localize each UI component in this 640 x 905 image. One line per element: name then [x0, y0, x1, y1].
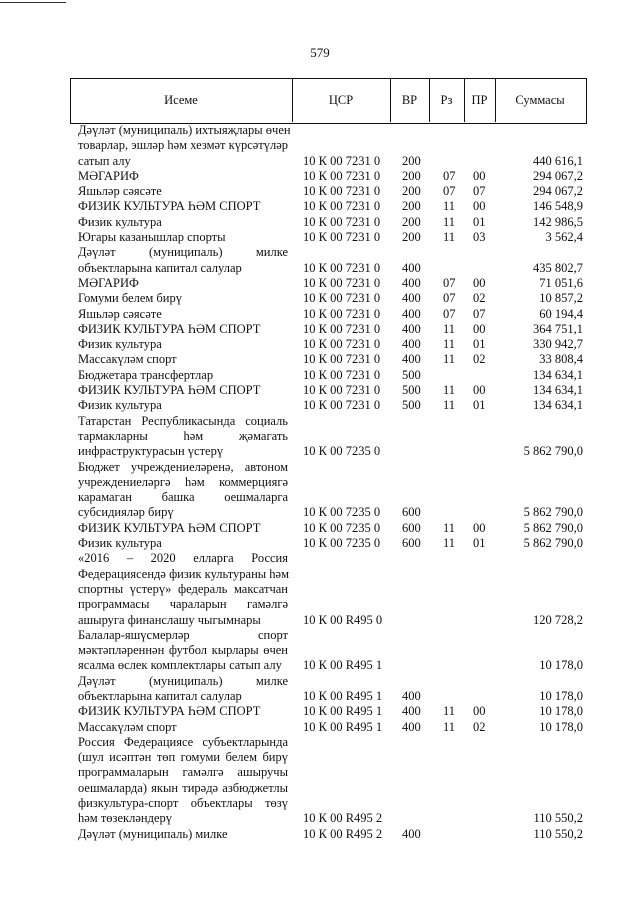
header-name: Исеме: [164, 93, 198, 107]
row-name: [0, 199, 288, 214]
row-name-line: Яшьләр сәясәте: [78, 306, 162, 321]
row-name: [0, 398, 288, 413]
row-rz: 11: [443, 214, 456, 229]
row-name-line: Бюджет учреждениеләренә, автоном: [78, 459, 288, 474]
row-pr: 02: [473, 352, 486, 367]
row-name-line: МӘГАРИФ: [78, 275, 139, 290]
row-csr: 10 К 00 7231 0: [303, 352, 381, 367]
row-csr: 10 К 00 7231 0: [303, 184, 381, 199]
header-sum: Суммасы: [515, 93, 565, 107]
row-name: [0, 215, 288, 230]
row-sum: 5 862 790,0: [523, 444, 583, 459]
table-row: [0, 245, 640, 276]
row-name-line: сатып алу: [78, 153, 131, 168]
row-sum: 134 634,1: [533, 383, 583, 398]
row-csr: 10 К 00 7231 0: [303, 337, 381, 352]
table-row: [0, 337, 640, 352]
row-vr: 400: [402, 826, 421, 841]
row-rz: 11: [443, 398, 456, 413]
row-vr: 400: [402, 337, 421, 352]
row-vr: 400: [402, 321, 421, 336]
row-name: [0, 291, 288, 306]
row-vr: 200: [402, 199, 421, 214]
table-row: [0, 521, 640, 536]
row-name-line: программаларын гамәлгә ашыручы: [78, 765, 288, 780]
row-name: [0, 276, 288, 291]
table-row: [0, 352, 640, 367]
table-row: [0, 199, 640, 214]
row-rz: 11: [443, 704, 456, 719]
row-csr: 10 К 00 7231 0: [303, 153, 381, 168]
table-row: [0, 720, 640, 735]
table-row: [0, 276, 640, 291]
row-name-line: Федерациясендә физик культураны һәм: [78, 566, 290, 581]
row-name-line: ФИЗИК КУЛЬТУРА ҺӘМ СПОРТ: [78, 321, 261, 336]
row-name-line: Балалар-яшүсмерләр спорт: [78, 627, 288, 642]
row-vr: 600: [402, 536, 421, 551]
row-rz: 11: [443, 719, 456, 734]
row-sum: 10 178,0: [539, 719, 583, 734]
row-name-line: учреждениеләргә һәм коммерциягә: [78, 474, 288, 489]
row-name-line: Югары казанышлар спорты: [78, 230, 226, 245]
row-pr: 01: [473, 214, 486, 229]
row-vr: 200: [402, 230, 421, 245]
header-csr: ЦСР: [328, 93, 354, 107]
row-name-line: Дәүләт (муниципаль) милке: [78, 826, 228, 841]
row-name: [0, 551, 288, 627]
row-csr: 10 К 00 7231 0: [303, 275, 381, 290]
row-vr: 200: [402, 153, 421, 168]
table-row: [0, 414, 640, 460]
row-name-line: Дәүләт (муниципаль) милке: [78, 673, 288, 688]
row-rz: 11: [443, 230, 456, 245]
row-vr: 400: [402, 260, 421, 275]
row-csr: 10 К 00 7231 0: [303, 291, 381, 306]
row-name: [0, 704, 288, 719]
table-row: [0, 307, 640, 322]
row-sum: 10 857,2: [539, 291, 583, 306]
row-vr: 200: [402, 184, 421, 199]
row-sum: 10 178,0: [539, 704, 583, 719]
row-name-line: программасы чараларын гамәлгә: [78, 597, 288, 612]
row-name-line: (шул исәптән төп гомуми белем бирү: [78, 750, 288, 765]
row-sum: 435 802,7: [533, 260, 583, 275]
row-name-line: МӘГАРИФ: [78, 168, 139, 183]
row-name-line: ФИЗИК КУЛЬТУРА ҺӘМ СПОРТ: [78, 704, 261, 719]
row-vr: 400: [402, 275, 421, 290]
row-name-line: «2016 – 2020 елларга Россия: [78, 551, 288, 566]
row-name: [0, 230, 288, 245]
row-sum: 10 178,0: [539, 658, 583, 673]
row-name: [0, 169, 288, 184]
table-row: [0, 184, 640, 199]
row-vr: 400: [402, 719, 421, 734]
row-sum: 330 942,7: [533, 337, 583, 352]
row-sum: 134 634,1: [533, 367, 583, 382]
row-name: [0, 827, 288, 842]
table-row: [0, 536, 640, 551]
row-name-line: инфраструктурасын үстерү: [78, 444, 224, 459]
row-pr: 00: [473, 383, 486, 398]
row-csr: 10 К 00 7231 0: [303, 168, 381, 183]
header-rz: Рз: [440, 93, 453, 107]
row-vr: 400: [402, 352, 421, 367]
row-csr: 10 К 00 R495 1: [303, 704, 383, 719]
table-row: [0, 704, 640, 719]
row-pr: 02: [473, 719, 486, 734]
table-row: [0, 123, 640, 169]
row-sum: 60 194,4: [539, 306, 583, 321]
row-name: [0, 184, 288, 199]
row-csr: 10 К 00 R495 0: [303, 612, 383, 627]
row-name-line: оешмаларда) якын тирәдә азбюджетлы: [78, 780, 288, 795]
row-vr: 600: [402, 520, 421, 535]
row-rz: 07: [443, 291, 456, 306]
row-sum: 294 067,2: [533, 168, 583, 183]
row-name: [0, 337, 288, 352]
row-name: [0, 383, 288, 398]
row-csr: 10 К 00 R495 2: [303, 826, 383, 841]
row-vr: 400: [402, 291, 421, 306]
row-vr: 400: [402, 688, 421, 703]
table-row: [0, 169, 640, 184]
row-name-line: ФИЗИК КУЛЬТУРА ҺӘМ СПОРТ: [78, 383, 261, 398]
row-name: [0, 720, 288, 735]
row-sum: 5 862 790,0: [523, 520, 583, 535]
row-vr: 500: [402, 398, 421, 413]
row-csr: 10 К 00 7235 0: [303, 536, 381, 551]
row-vr: 200: [402, 168, 421, 183]
row-sum: 3 562,4: [545, 230, 583, 245]
row-rz: 11: [443, 536, 456, 551]
table-row: [0, 230, 640, 245]
row-vr: 500: [402, 383, 421, 398]
row-name: [0, 123, 291, 169]
row-name-line: ФИЗИК КУЛЬТУРА ҺӘМ СПОРТ: [78, 199, 261, 214]
row-name-line: Бюджетара трансфертлар: [78, 367, 214, 382]
table-row: [0, 322, 640, 337]
page-number: 579: [310, 45, 330, 60]
row-sum: 33 808,4: [539, 352, 583, 367]
row-csr: 10 К 00 7231 0: [303, 260, 381, 275]
row-name-line: физкультура-спорт объектлары төзү: [78, 796, 288, 811]
row-rz: 11: [443, 383, 456, 398]
row-name-line: объектларына капитал салулар: [78, 688, 242, 703]
row-csr: 10 К 00 7231 0: [303, 199, 381, 214]
row-sum: 440 616,1: [533, 153, 583, 168]
row-name: [0, 628, 288, 674]
row-csr: 10 К 00 R495 1: [303, 658, 383, 673]
row-name-line: һәм төзекләндерү: [78, 811, 172, 826]
row-pr: 00: [473, 168, 486, 183]
row-pr: 07: [473, 306, 486, 321]
row-csr: 10 К 00 7231 0: [303, 306, 381, 321]
row-name-line: Татарстан Республикасында социаль: [78, 413, 288, 428]
row-name-line: мәктәпләреннән футбол кырлары өчен: [78, 643, 288, 658]
row-name: [0, 414, 288, 460]
table-row: [0, 735, 640, 827]
row-vr: 400: [402, 704, 421, 719]
table-row: [0, 628, 640, 674]
row-csr: 10 К 00 7231 0: [303, 383, 381, 398]
row-name: [0, 245, 288, 276]
row-csr: 10 К 00 R495 1: [303, 719, 383, 734]
row-pr: 01: [473, 536, 486, 551]
row-pr: 03: [473, 230, 486, 245]
row-pr: 01: [473, 398, 486, 413]
row-sum: 134 634,1: [533, 398, 583, 413]
row-pr: 00: [473, 520, 486, 535]
table-row: [0, 383, 640, 398]
table-row: [0, 460, 640, 521]
row-name-line: объектларына капитал салулар: [78, 260, 242, 275]
row-vr: 500: [402, 367, 421, 382]
row-rz: 11: [443, 199, 456, 214]
table-row: [0, 551, 640, 627]
row-pr: 01: [473, 337, 486, 352]
row-csr: 10 К 00 R495 2: [303, 811, 383, 826]
row-name-line: субсидияләр бирү: [78, 505, 174, 520]
row-name: [0, 307, 288, 322]
row-pr: 00: [473, 321, 486, 336]
table-row: [0, 674, 640, 705]
row-pr: 00: [473, 199, 486, 214]
row-name-line: ясалма өслек комплектлары сатып алу: [78, 658, 282, 673]
row-csr: 10 К 00 7231 0: [303, 214, 381, 229]
row-sum: 120 728,2: [533, 612, 583, 627]
row-name: [0, 674, 288, 705]
row-rz: 11: [443, 352, 456, 367]
row-rz: 11: [443, 337, 456, 352]
row-name-line: Физик культура: [78, 536, 162, 551]
row-csr: 10 К 00 7235 0: [303, 444, 381, 459]
row-vr: 200: [402, 214, 421, 229]
row-name-line: Россия Федерациясе субъектларында: [78, 734, 288, 749]
row-rz: 07: [443, 184, 456, 199]
row-sum: 146 548,9: [533, 199, 583, 214]
row-rz: 07: [443, 275, 456, 290]
row-name-line: Дәүләт (муниципаль) ихтыяҗлары өчен: [78, 123, 291, 137]
row-name-line: Массакүләм спорт: [78, 719, 177, 734]
row-vr: 400: [402, 306, 421, 321]
top-rule: [0, 2, 66, 3]
row-rz: 07: [443, 168, 456, 183]
row-pr: 02: [473, 291, 486, 306]
row-sum: 294 067,2: [533, 184, 583, 199]
table-row: [0, 215, 640, 230]
row-name-line: ашыруга финанслашу чыгымнары: [78, 612, 261, 627]
row-name-line: ФИЗИК КУЛЬТУРА ҺӘМ СПОРТ: [78, 520, 261, 535]
table-row: [0, 368, 640, 383]
row-name-line: спортны үстерү» федераль максатчан: [78, 581, 288, 596]
row-name: [0, 368, 288, 383]
row-name-line: Физик культура: [78, 214, 162, 229]
row-rz: 07: [443, 306, 456, 321]
row-name: [0, 322, 288, 337]
row-csr: 10 К 00 7231 0: [303, 367, 381, 382]
row-csr: 10 К 00 7235 0: [303, 505, 381, 520]
header-vr: ВР: [401, 93, 418, 107]
row-name: [0, 521, 288, 536]
row-sum: 71 051,6: [539, 275, 583, 290]
row-rz: 11: [443, 321, 456, 336]
row-name: [0, 735, 288, 827]
row-sum: 10 178,0: [539, 688, 583, 703]
row-pr: 00: [473, 704, 486, 719]
row-name-line: Физик культура: [78, 398, 162, 413]
row-sum: 5 862 790,0: [523, 536, 583, 551]
row-pr: 00: [473, 275, 486, 290]
row-sum: 142 986,5: [533, 214, 583, 229]
row-sum: 5 862 790,0: [523, 505, 583, 520]
row-csr: 10 К 00 7231 0: [303, 398, 381, 413]
row-name-line: карамаган башка оешмаларга: [78, 490, 288, 505]
row-vr: 600: [402, 505, 421, 520]
row-sum: 110 550,2: [533, 811, 583, 826]
row-name-line: Физик культура: [78, 337, 162, 352]
row-sum: 110 550,2: [533, 826, 583, 841]
row-name-line: Яшьләр сәясәте: [78, 184, 162, 199]
row-sum: 364 751,1: [533, 321, 583, 336]
row-csr: 10 К 00 7231 0: [303, 230, 381, 245]
row-name-line: Дәүләт (муниципаль) милке: [78, 245, 288, 260]
table-row: [0, 827, 640, 842]
row-name-line: товарлар, эшләр һәм хезмәт күрсәтүләр: [78, 138, 289, 153]
table-body: [0, 123, 640, 842]
header-pr: ПР: [471, 93, 488, 107]
table-row: [0, 398, 640, 413]
row-csr: 10 К 00 7231 0: [303, 321, 381, 336]
row-csr: 10 К 00 7235 0: [303, 520, 381, 535]
row-pr: 07: [473, 184, 486, 199]
table-row: [0, 291, 640, 306]
row-rz: 11: [443, 520, 456, 535]
row-name-line: Гомуми белем бирү: [78, 291, 182, 306]
row-csr: 10 К 00 R495 1: [303, 688, 383, 703]
row-name-line: тармакларны һәм җәмагать: [78, 428, 288, 443]
row-name-line: Массакүләм спорт: [78, 352, 177, 367]
row-name: [0, 536, 288, 551]
row-name: [0, 460, 288, 521]
row-name: [0, 352, 288, 367]
